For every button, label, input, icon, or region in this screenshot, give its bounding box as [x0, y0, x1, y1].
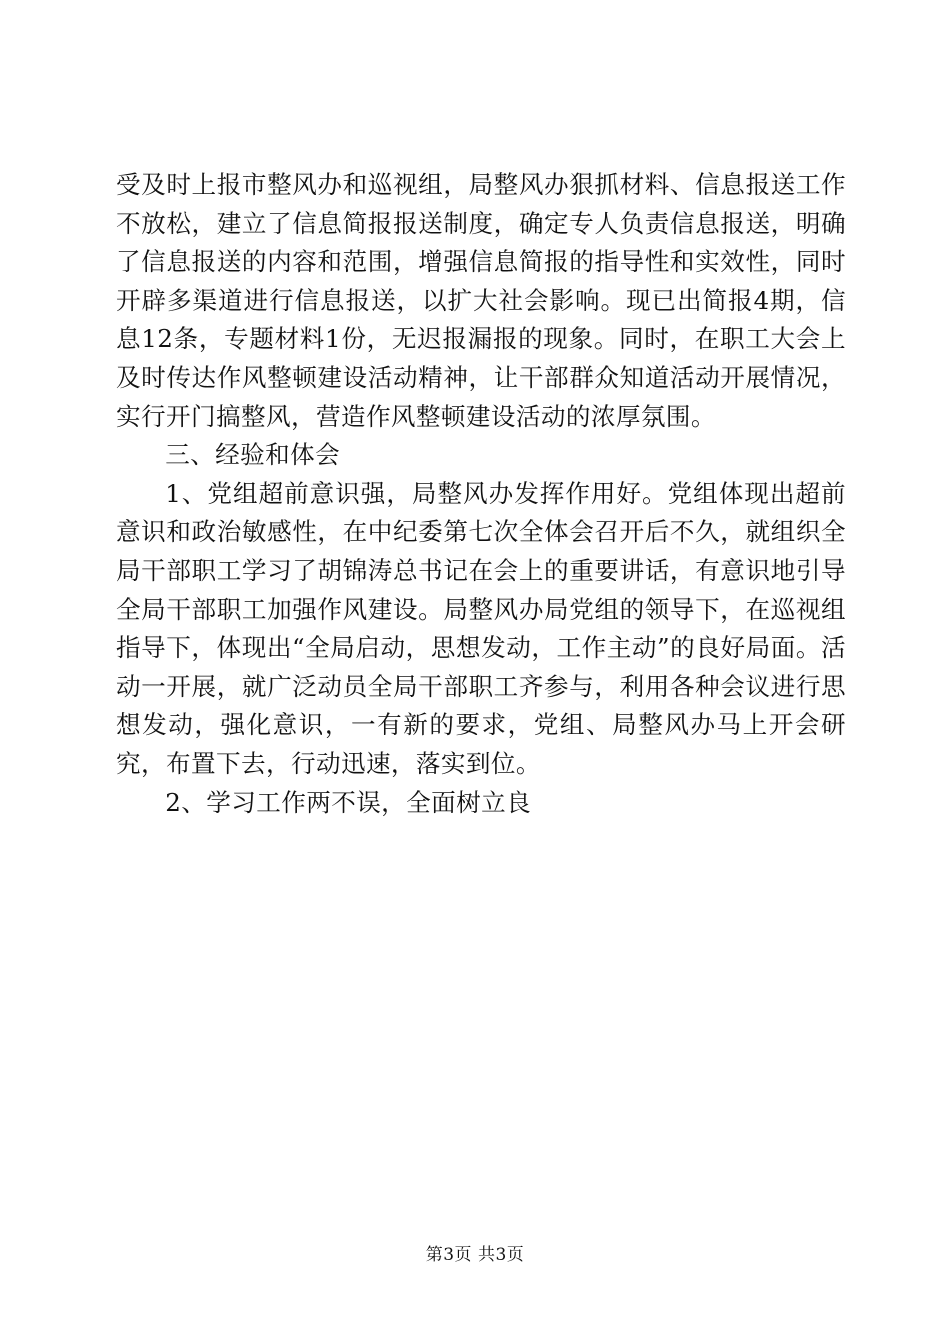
paragraph-point-2: 2、学习工作两不误，全面树立良	[165, 787, 532, 817]
page-number-footer: 第3页 共3页	[425, 1245, 525, 1265]
section-heading-experience: 三、经验和体会	[165, 440, 341, 470]
document-body	[116, 166, 846, 822]
paragraph-information-reporting: 受及时上报市整风办和巡视组，局整风办狠抓材料、信息报送工作不放松，建立了信息简报报送制度，确定专人负责信息报送，明确了信息报送的内容和范围，增强信息简报的指导性和实效性，同时开辟多渠道进行信息报送，以扩大社会影响。现已出简报4期，信息12条，专题材料1份，无迟报漏报的现象。同时，在职工大会上及时传达作风整顿建设活动精神，让干部群众知道活动开展情况，实行开门搞整风，营造作风整顿建设活动的浓厚氛围。	[116, 170, 846, 431]
paragraph-point-1: 1、党组超前意识强，局整风办发挥作用好。党组体现出超前意识和政治敏感性，在中纪委第七次全体会召开后不久，就组织全局干部职工学习了胡锦涛总书记在会上的重要讲话，有意识地引导全局干部职工加强作风建设。局整风办局党组的领导下，在巡视组指导下，体现出“全局启动，思想发动，工作主动”的良好局面。活动一开展，就广泛动员全局干部职工齐参与，利用各种会议进行思想发动，强化意识，一有新的要求，党组、局整风办马上开会研究，布置下去，行动迅速，落实到位。	[116, 478, 846, 778]
